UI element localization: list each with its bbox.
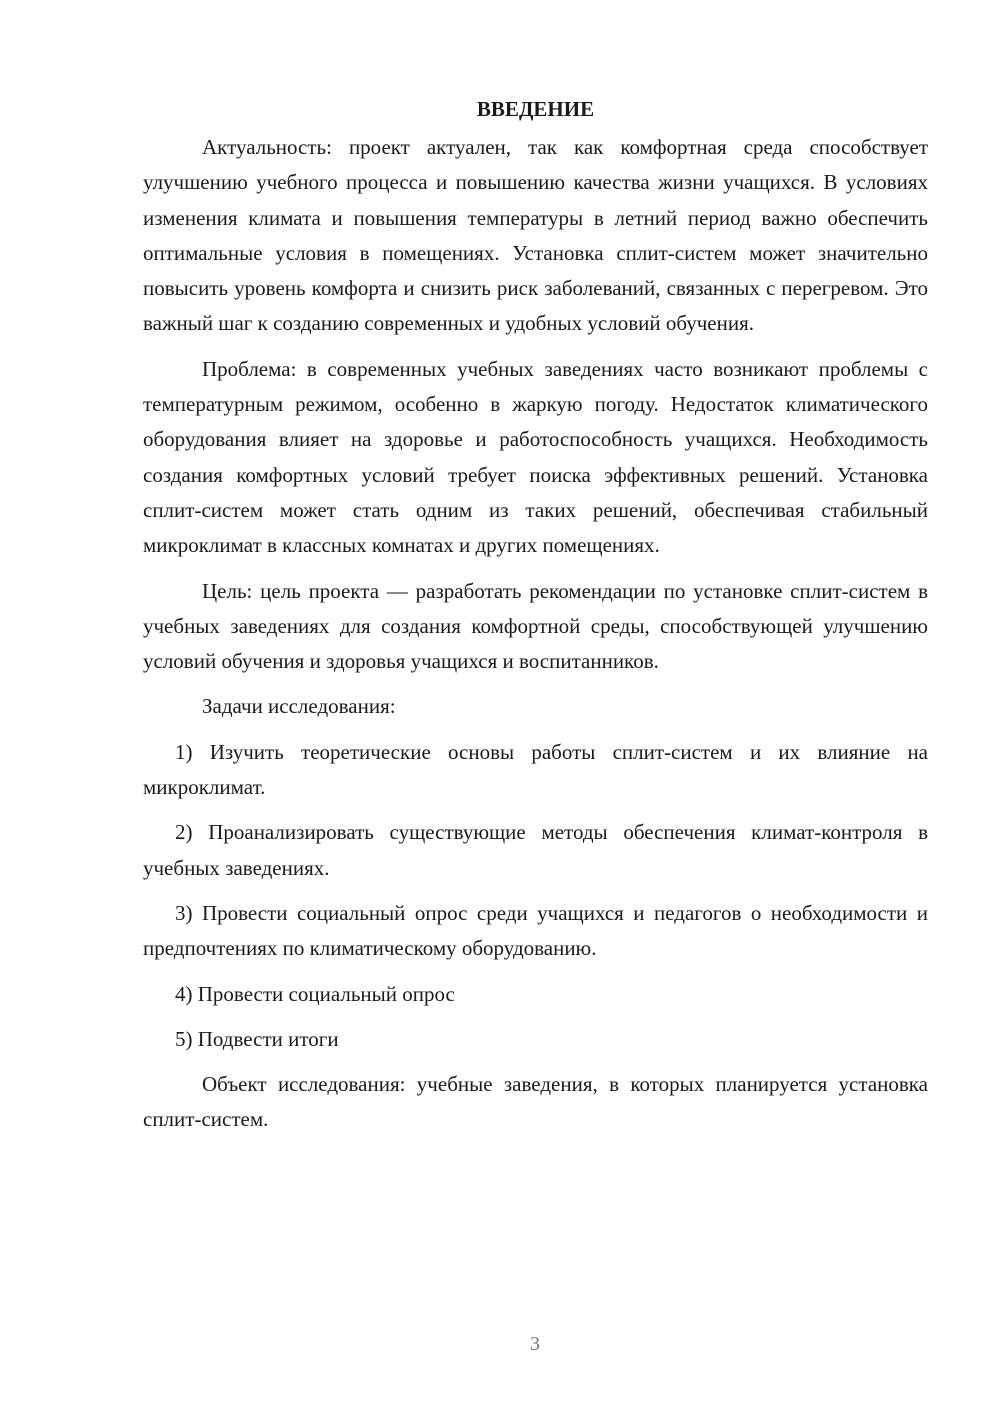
paragraph-object: Объект исследования: учебные заведения, в которых планируется установка сплит-систем. <box>143 1072 928 1132</box>
task-item-3: 3) Провести социальный опрос среди учащихся и педагогов о необходимости и предпочтениях по климатическому оборудованию. <box>143 900 928 961</box>
task-item-1: 1) Изучить теоретические основы работы сплит-систем и их влияние на микроклимат. <box>143 739 928 800</box>
tasks-heading: Задачи исследования: <box>202 694 396 719</box>
paragraph-relevance: Актуальность: проект актуален, так как комфортная среда способствует улучшению учебного процесса и повышению качества жизни учащихся. В условиях изменения климата и повышения температуры в летний период важно обеспечить оптимальные условия в помещениях. Установка сплит-систем может значительно повысить уровень комфорта и снизить риск заболеваний, связанных с перегревом. Это важный шаг к созданию современных и удобных условий обучения. <box>143 135 928 336</box>
task-item-2: 2) Проанализировать существующие методы обеспечения климат-контроля в учебных заведениях. <box>143 820 928 880</box>
document-page <box>143 92 928 1148</box>
task-item-5: 5) Подвести итоги <box>175 1026 339 1051</box>
task-item-4: 4) Провести социальный опрос <box>175 981 455 1006</box>
paragraph-problem: Проблема: в современных учебных заведениях часто возникают проблемы с температурным режимом, особенно в жаркую погоду. Недостаток климатического оборудования влияет на здоровье и работоспособность учащихся. Необходимость создания комфортных условий требует поиска эффективных решений. Установка сплит-систем может стать одним из таких решений, обеспечивая стабильный микроклимат в классных комнатах и других помещениях. <box>143 356 928 558</box>
section-heading: ВВЕДЕНИЕ <box>476 97 595 121</box>
paragraph-goal: Цель: цель проекта — разработать рекомендации по установке сплит-систем в учебных заведениях для создания комфортной среды, способствующей улучшению условий обучения и здоровья учащихся и воспитанников. <box>143 578 928 674</box>
page-number: 3 <box>530 1333 540 1355</box>
